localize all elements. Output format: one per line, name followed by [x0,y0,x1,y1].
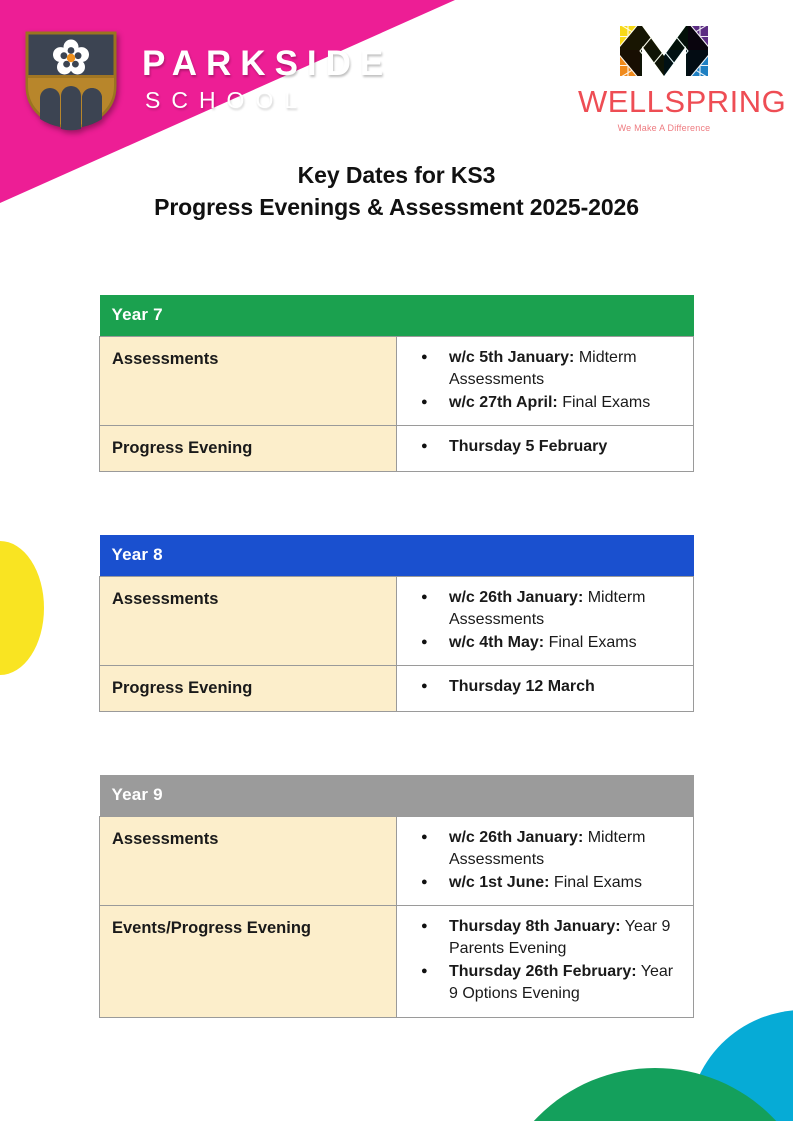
list-item-date: Thursday 12 March [449,678,595,696]
year-table-year-9 [99,775,694,1018]
bullet-list [397,347,683,414]
parkside-logo [22,28,392,132]
wellspring-w-mark-icon [616,22,712,80]
table-row [100,337,694,426]
bullet-list [397,587,683,654]
row-label-cell: Progress Evening [100,666,397,712]
table-row [100,426,694,472]
yellow-circle-decoration [0,541,44,675]
wellspring-name: WELLSPRING [578,84,787,119]
list-item [449,587,683,631]
list-item [449,676,683,698]
table-row [100,577,694,666]
list-item [449,632,683,654]
list-item-date: w/c 26th January: [449,589,584,606]
list-item [449,347,683,391]
list-item [449,392,683,414]
page-title-line-2: Progress Evenings & Assessment 2025-2026 [154,193,639,220]
year-table-year-8 [99,535,694,712]
list-item [449,872,683,894]
list-item [449,916,683,960]
list-item-date: w/c 1st June: [449,874,550,892]
row-label-cell: Progress Evening [100,426,397,472]
bullet-list [397,436,683,458]
bullet-list [397,827,683,894]
list-item-detail: Year 9 Parents Evening [449,918,671,958]
table-row [100,666,694,712]
year-table-header: Year 8 [100,535,694,577]
list-item-detail: Final Exams [557,394,651,412]
list-item-date: w/c 4th May: [449,634,545,652]
row-label-cell: Assessments [100,577,397,666]
list-item-detail: Final Exams [544,634,637,652]
wellspring-tagline: We Make A Difference [617,123,711,133]
year-table-year-7 [99,295,694,472]
parkside-subtitle: SCHOOL [145,86,309,113]
list-item-detail: Midterm Assessments [449,589,646,629]
wellspring-logo [578,22,787,133]
list-item-date: Thursday 26th February: [449,963,637,981]
page-title [0,160,793,223]
list-item-date: Thursday 8th January: [449,918,621,936]
list-item [449,961,683,1005]
row-content-cell [397,906,694,1017]
list-item-detail: Midterm Assessments [449,349,637,389]
row-label-cell: Events/Progress Evening [100,906,397,1017]
page-title-line-1: Key Dates for KS3 [297,162,496,188]
list-item-date: w/c 5th January: [449,349,575,366]
bullet-list [397,676,683,698]
row-content-cell [397,577,694,666]
list-item-detail: Year 9 Options Evening [449,963,674,1003]
table-row [100,817,694,906]
list-item [449,827,683,871]
row-content-cell [397,817,694,906]
row-content-cell [397,426,694,472]
list-item-date: Thursday 5 February [449,438,608,456]
list-item-detail: Final Exams [549,874,642,892]
parkside-wordmark [142,46,392,114]
list-item [449,436,683,458]
parkside-name: PARKSIDE [142,44,393,84]
list-item-detail: Midterm Assessments [449,829,646,869]
list-item-date: w/c 27th April: [449,394,558,412]
table-row [100,906,694,1017]
row-content-cell [397,337,694,426]
list-item-date: w/c 26th January: [449,829,584,846]
bullet-list [397,916,683,1005]
year-table-header: Year 9 [100,775,694,817]
row-content-cell [397,666,694,712]
year-table-header: Year 7 [100,295,694,337]
row-label-cell: Assessments [100,817,397,906]
shield-crest-icon [22,28,120,132]
row-label-cell: Assessments [100,337,397,426]
